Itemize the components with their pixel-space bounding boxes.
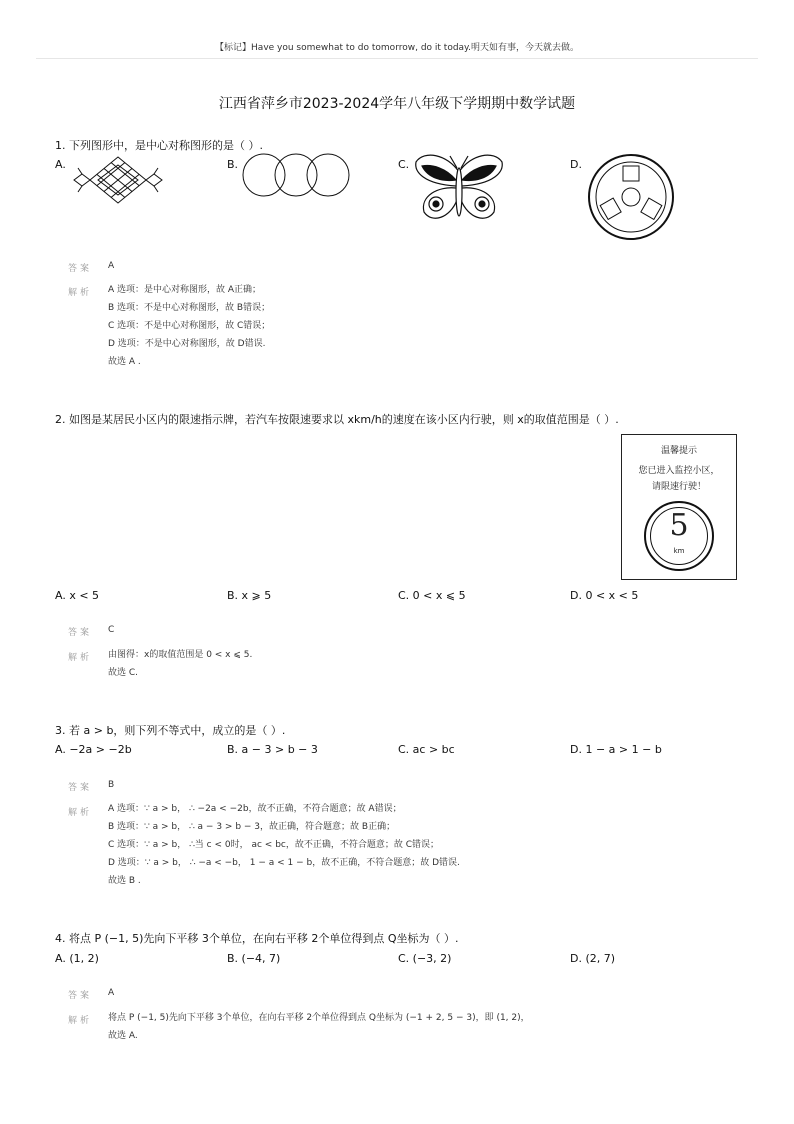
q2-analysis [108, 646, 252, 682]
question-3-option-d: D. 1 − a > 1 − b [570, 743, 662, 756]
analysis-line: A 选项：∵ a > b， ∴ −2a < −2b，故不正确，不符合题意；故 A错误； [108, 804, 402, 814]
page-title: 江西省萍乡市2023-2024学年八年级下学期期中数学试题 [218, 96, 576, 112]
question-3-option-b: B. a − 3 > b − 3 [227, 743, 318, 756]
question-1-option-d-label: D. [570, 158, 582, 171]
header-note: 【标记】Have you somewhat to do tomorrow, do it today.明天如有事，今天就去做。 [215, 43, 579, 53]
q1-analysis-label: 解析 [68, 288, 93, 298]
q4-analysis [108, 1009, 768, 1045]
q3-answer-label: 答案 [68, 783, 93, 793]
analysis-line: D 选项：不是中心对称图形，故 D错误. [108, 339, 266, 349]
q3-analysis-label: 解析 [68, 808, 93, 818]
sign-line-1: 您已进入监控小区， [638, 466, 720, 476]
question-2-stem: 2. 如图是某居民小区内的限速指示牌，若汽车按限速要求以 xkm/h的速度在该小区内行驶，则 x的取值范围是（ ）. [55, 413, 619, 426]
sign-title: 温馨提示 [660, 446, 697, 456]
q2-analysis-label: 解析 [68, 653, 93, 663]
analysis-line: 故选 A. [108, 1031, 138, 1041]
q4-analysis-label: 解析 [68, 1016, 93, 1026]
analysis-line: C 选项：不是中心对称图形，故 C错误； [108, 321, 271, 331]
analysis-line: 故选 C. [108, 668, 139, 678]
question-1-option-b-label: B. [227, 158, 239, 171]
q1-analysis [108, 281, 270, 371]
butterfly-figure [412, 152, 506, 226]
question-1-stem: 1. 下列图形中，是中心对称图形的是（ ）. [55, 139, 263, 152]
question-4-stem: 4. 将点 P (−1, 5)先向下平移 3个单位，在向右平移 2个单位得到点 Q坐标为（ ）. [55, 932, 459, 945]
question-1-option-a-label: A. [55, 158, 66, 171]
speed-limit-value: 5 [669, 508, 689, 543]
sign-line-2: 请限速行驶！ [651, 482, 706, 492]
speed-limit-sign [621, 434, 737, 580]
analysis-line: 由图得：x的取值范围是 0 < x ⩽ 5. [108, 650, 253, 660]
q1-answer-label: 答案 [68, 264, 93, 274]
q2-answer-label: 答案 [68, 628, 93, 638]
question-4-option-a: A. (1, 2) [55, 952, 99, 965]
speed-limit-unit: km [673, 547, 685, 555]
question-4-option-c: C. (−3, 2) [398, 952, 452, 965]
question-2-option-c: C. 0 < x ⩽ 5 [398, 589, 466, 602]
olympic-rings-figure [240, 150, 352, 204]
question-1-option-c-label: C. [398, 158, 410, 171]
question-2-option-a: A. x < 5 [55, 589, 100, 602]
question-4-option-b: B. (−4, 7) [227, 952, 281, 965]
q3-analysis [108, 800, 460, 890]
analysis-line: 将点 P (−1, 5)先向下平移 3个单位，在向右平移 2个单位得到点 Q坐标为 (−1 + 2, 5 − 3)，即 (1, 2)， [108, 1013, 530, 1023]
q2-answer-value: C [108, 625, 115, 635]
analysis-line: B 选项：∵ a > b， ∴ a − 3 > b − 3，故正确，符合题意；故 B正确； [108, 822, 396, 832]
analysis-line: 故选 B . [108, 876, 141, 886]
analysis-line: B 选项：不是中心对称图形，故 B错误； [108, 303, 271, 313]
analysis-line: D 选项：∵ a > b， ∴ −a < −b， 1 − a < 1 − b，故不正确，不符合题意；故 D错误. [108, 858, 460, 868]
q4-answer-value: A [108, 988, 115, 998]
question-2-option-b: B. x ⩾ 5 [227, 589, 272, 602]
endless-knot-figure [68, 150, 168, 210]
analysis-line: C 选项：∵ a > b， ∴当 c < 0时， ac < bc，故不正确，不符合题意；故 C错误； [108, 840, 440, 850]
header-divider [36, 58, 758, 59]
q1-answer-value: A [108, 261, 115, 271]
question-3-option-c: C. ac > bc [398, 743, 455, 756]
q3-answer-value: B [108, 780, 115, 790]
question-3-stem: 3. 若 a > b，则下列不等式中，成立的是（ ）. [55, 724, 286, 737]
question-2-option-d: D. 0 < x < 5 [570, 589, 639, 602]
question-4-option-d: D. (2, 7) [570, 952, 616, 965]
analysis-line: A 选项：是中心对称图形，故 A正确； [108, 285, 262, 295]
steering-wheel-figure [584, 152, 678, 242]
analysis-line: 故选 A . [108, 357, 141, 367]
q4-answer-label: 答案 [68, 991, 93, 1001]
speed-limit-outer-ring [644, 501, 714, 571]
question-3-option-a: A. −2a > −2b [55, 743, 132, 756]
